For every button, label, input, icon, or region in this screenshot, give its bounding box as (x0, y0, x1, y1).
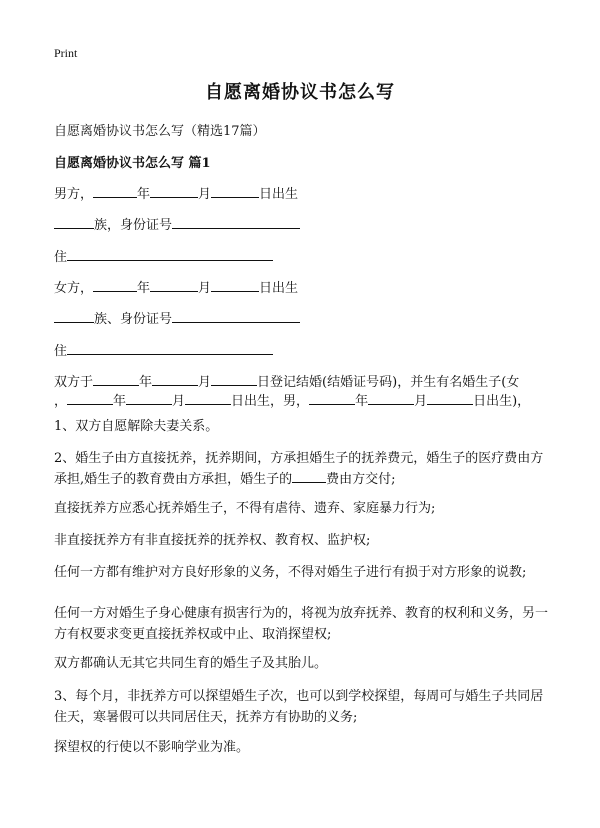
month-label: 月 (198, 187, 212, 202)
blank-field (54, 216, 94, 229)
blank-field (427, 392, 473, 405)
blank-field (211, 279, 259, 292)
blank-field (150, 279, 198, 292)
blank-field (54, 310, 94, 323)
clause-2-text-end: 费由方交付; (326, 472, 396, 487)
ethnic-id-label: 族，身份证号 (94, 218, 173, 233)
man-residence-line (54, 246, 273, 265)
blank-field (292, 470, 326, 483)
born-label: 日出生 (259, 281, 299, 296)
born-label: 日出生 (259, 187, 299, 202)
clause-text: 探望权的行使以不影响学业为准。 (54, 740, 250, 755)
woman-label: 女方， (54, 281, 94, 296)
marriage-line-2 (54, 390, 530, 409)
clause-text: 双方都确认无其它共同生育的婚生子及其胎儿。 (54, 656, 328, 671)
year-label: 年 (139, 375, 153, 390)
man-id-line (54, 214, 300, 233)
marriage-line-1 (54, 371, 519, 390)
year-label: 年 (137, 281, 151, 296)
marriage-text: 日出生，男， (231, 394, 310, 409)
year-label: 年 (137, 187, 151, 202)
clause-text: 直接抚养方应悉心抚养婚生子，不得有虐待、遗弃、家庭暴力行为; (54, 501, 436, 516)
month-label: 月 (414, 394, 428, 409)
blank-field (93, 279, 137, 292)
blank-field (152, 373, 198, 386)
blank-field (172, 216, 300, 229)
print-link[interactable]: Print (54, 46, 78, 60)
month-label: 月 (198, 375, 212, 390)
residence-label: 住 (54, 250, 68, 265)
ethnic-id-label: 族、身份证号 (94, 312, 173, 327)
marriage-text: 双方于 (54, 375, 94, 390)
woman-id-line (54, 308, 300, 327)
document-title: 自愿离婚协议书怎么写 (205, 82, 395, 103)
blank-field (126, 392, 172, 405)
section-heading: 自愿离婚协议书怎么写 篇1 (54, 156, 211, 171)
clause-2 (54, 448, 550, 490)
document-subtitle: 自愿离婚协议书怎么写（精选17篇） (54, 124, 266, 139)
marriage-text: 日登记结婚(结婚证号码)，并生有名婚生子(女 (257, 375, 520, 390)
clause-1: 1、双方自愿解除夫妻关系。 (54, 419, 219, 434)
clause-2-text: 2、婚生子由方直接抚养，抚养期间，方承担婚生子的抚养费元，婚生子的医疗费由方承担,婚生子的教育费由方承担，婚生子的 (54, 451, 544, 487)
blank-field (67, 342, 273, 355)
man-info-line (54, 183, 298, 202)
marriage-text: 日出生)， (473, 394, 531, 409)
blank-field (309, 392, 355, 405)
blank-field (211, 373, 257, 386)
month-label: 月 (172, 394, 186, 409)
man-label: 男方， (54, 187, 94, 202)
year-label: 年 (113, 394, 127, 409)
blank-field (93, 185, 137, 198)
blank-field (67, 392, 113, 405)
blank-field (211, 185, 259, 198)
month-label: 月 (198, 281, 212, 296)
woman-info-line (54, 277, 298, 296)
clause-3: 3、每个月，非抚养方可以探望婚生子次，也可以到学校探望，每周可与婚生子共同居住天，寒暑假可以共同居住天，抚养方有协助的义务; (54, 689, 544, 725)
blank-field (172, 310, 300, 323)
blank-field (150, 185, 198, 198)
blank-field (368, 392, 414, 405)
blank-field (93, 373, 139, 386)
residence-label: 住 (54, 344, 68, 359)
year-label: 年 (355, 394, 369, 409)
marriage-text: ， (54, 394, 68, 409)
blank-field (67, 248, 273, 261)
clause-text: 任何一方都有维护对方良好形象的义务，不得对婚生子进行有损于对方形象的说教; (54, 565, 527, 580)
clause-text: 任何一方对婚生子身心健康有损害行为的，将视为放弃抚养、教育的权利和义务，另一方有权要求变更直接抚养权或中止、取消探望权; (54, 606, 549, 642)
woman-residence-line (54, 340, 273, 359)
blank-field (185, 392, 231, 405)
clause-text: 非直接抚养方有非直接抚养的抚养权、教育权、监护权; (54, 533, 371, 548)
